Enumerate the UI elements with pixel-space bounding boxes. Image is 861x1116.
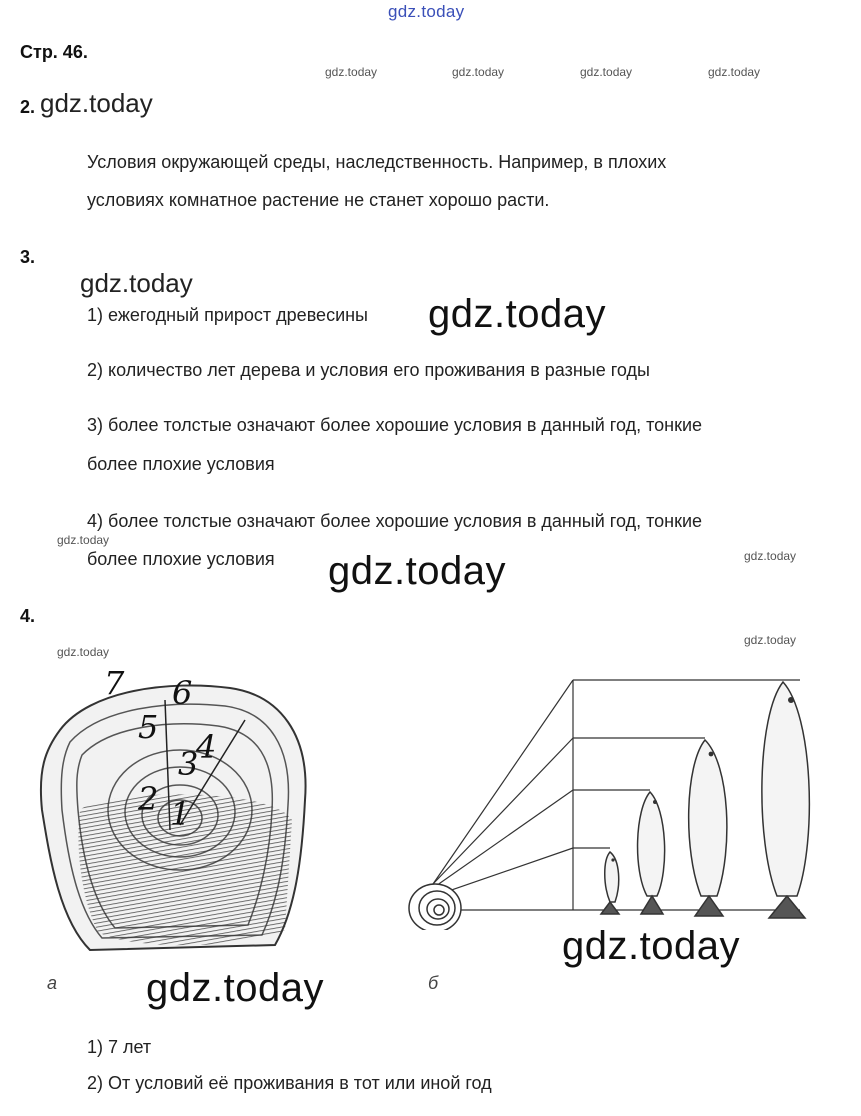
- figure-label-a: а: [47, 973, 58, 993]
- task4-answer: 1) 7 лет: [87, 1037, 152, 1057]
- task-number: 2.: [20, 97, 36, 117]
- watermark-small: gdz.today: [744, 633, 797, 647]
- ring-number: 6: [172, 674, 193, 712]
- fish-growth-illustration: [405, 670, 845, 930]
- watermark-top: gdz.today: [388, 2, 465, 21]
- watermark-large: gdz.today: [328, 549, 506, 593]
- ring-number: 4: [196, 728, 217, 766]
- task3-item: более плохие условия: [87, 454, 275, 474]
- watermark-medium: gdz.today: [80, 268, 193, 298]
- task3-item: более плохие условия: [87, 549, 275, 569]
- watermark-large: gdz.today: [428, 292, 606, 336]
- ring-number: 7: [104, 664, 125, 702]
- watermark-small: gdz.today: [57, 645, 110, 659]
- ring-number: 5: [138, 708, 159, 746]
- task2-text-line: Условия окружающей среды, наследственность. Например, в плохих: [87, 152, 667, 172]
- watermark-large: gdz.today: [146, 966, 324, 1010]
- fungus-rings-illustration: [20, 660, 320, 960]
- watermark-small: gdz.today: [708, 65, 761, 79]
- task-number: 3.: [20, 247, 36, 267]
- watermark-small: gdz.today: [580, 65, 633, 79]
- watermark-small: gdz.today: [57, 533, 110, 547]
- watermark-small: gdz.today: [744, 549, 797, 563]
- ring-number: 1: [170, 795, 191, 833]
- ring-number: 3: [178, 745, 199, 783]
- watermark-large: gdz.today: [562, 924, 740, 968]
- figure-label-b: б: [428, 973, 439, 993]
- ring-number: 2: [138, 780, 159, 818]
- watermark-medium: gdz.today: [40, 88, 153, 118]
- task-number: 4.: [20, 606, 36, 626]
- task3-item: 2) количество лет дерева и условия его проживания в разные годы: [87, 360, 650, 380]
- watermark-small: gdz.today: [452, 65, 505, 79]
- task3-item: 4) более толстые означают более хорошие условия в данный год, тонкие: [87, 511, 703, 531]
- watermark-small: gdz.today: [325, 65, 378, 79]
- page-heading: Стр. 46.: [20, 42, 88, 62]
- task4-answer: 2) От условий её проживания в тот или иной год: [87, 1073, 492, 1093]
- task3-item: 1) ежегодный прирост древесины: [87, 305, 368, 325]
- task3-item: 3) более толстые означают более хорошие условия в данный год, тонкие: [87, 415, 703, 435]
- task2-text-line: условиях комнатное растение не станет хорошо расти.: [87, 190, 550, 210]
